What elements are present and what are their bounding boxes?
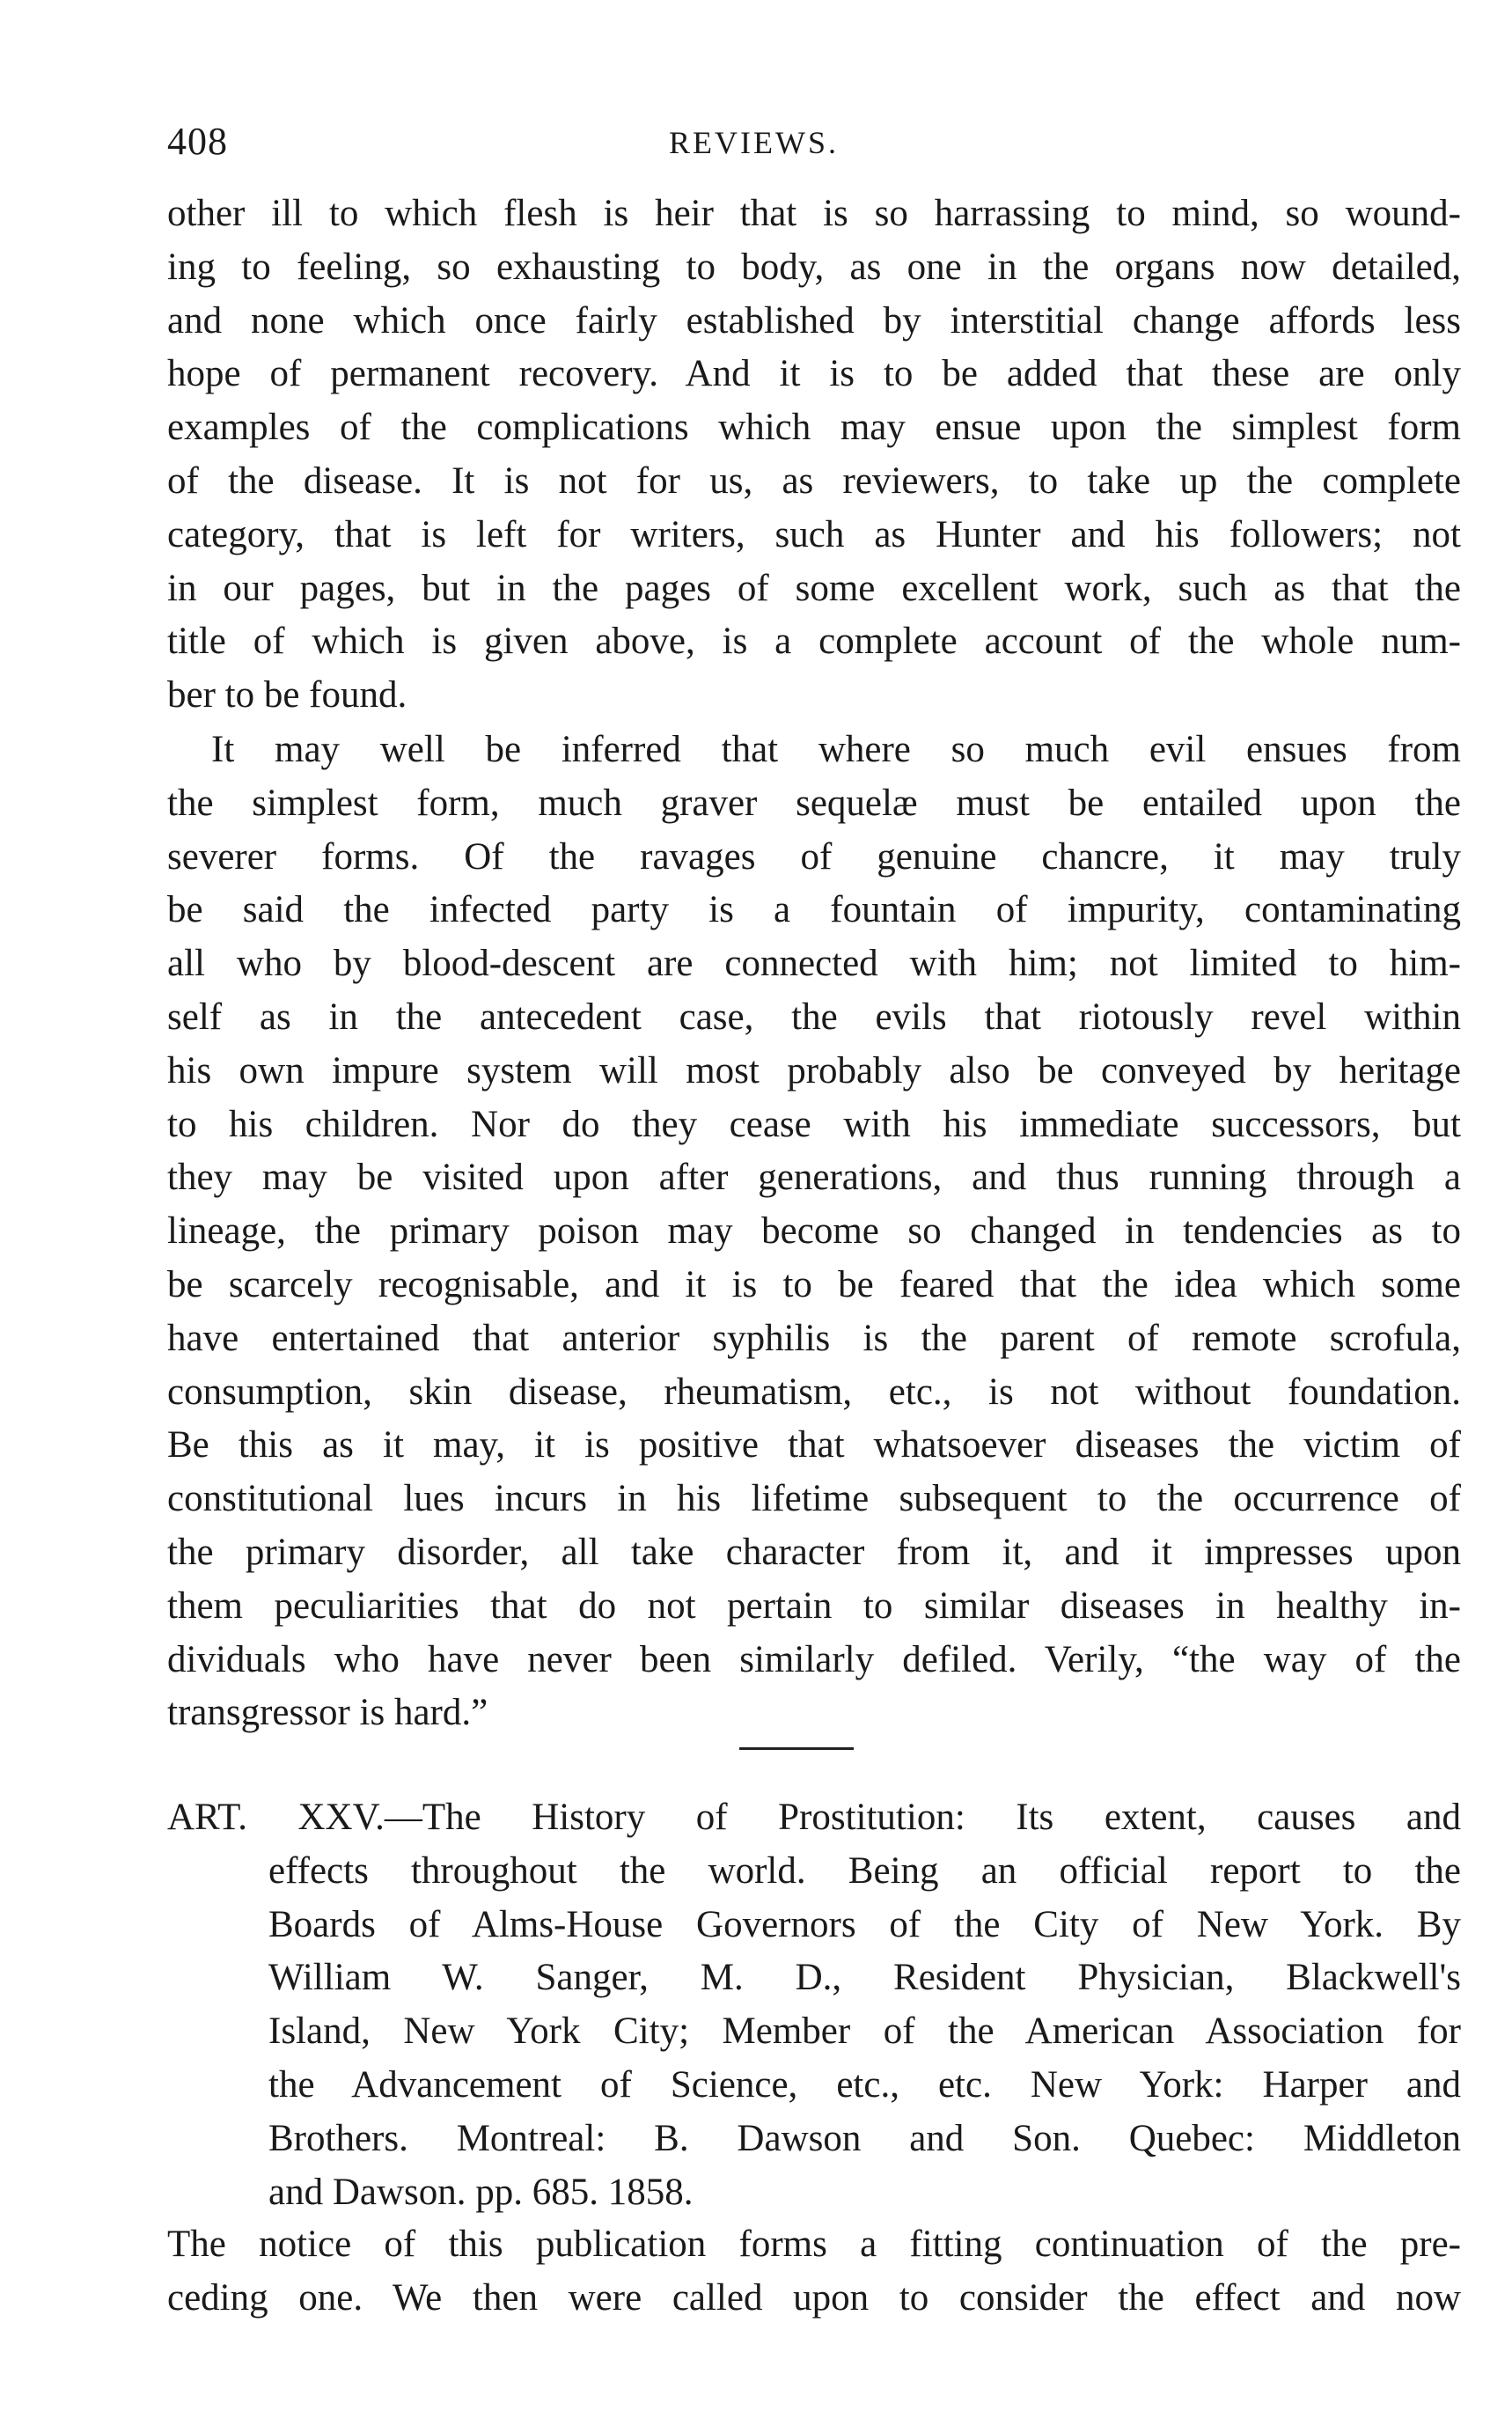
text-line: ing to feeling, so exhausting to body, as one in the organs now detailed, xyxy=(167,246,1461,288)
text-line: the primary disorder, all take character from it, and it impresses upon xyxy=(167,1531,1461,1573)
text-line: constitutional lues incurs in his lifetime subsequent to the occurrence of xyxy=(167,1478,1461,1520)
article-heading-line: Brothers. Montreal: B. Dawson and Son. Quebec: Middleton xyxy=(268,2117,1461,2159)
paragraph-sequelae xyxy=(167,724,1461,1740)
text-line: in our pages, but in the pages of some excellent work, such as that the xyxy=(167,567,1461,609)
running-title: REVIEWS. xyxy=(669,125,839,160)
text-line: them peculiarities that do not pertain to similar diseases in healthy in- xyxy=(167,1584,1461,1627)
text-line: transgressor is hard.” xyxy=(167,1692,488,1734)
text-line: self as in the antecedent case, the evils that riotously revel within xyxy=(167,996,1461,1038)
text-line: the simplest form, much graver sequelæ must be entailed upon the xyxy=(167,782,1461,824)
text-line: severer forms. Of the ravages of genuine chancre, it may truly xyxy=(167,835,1461,878)
text-line: be scarcely recognisable, and it is to be feared that the idea which some xyxy=(167,1263,1461,1305)
text-line: hope of permanent recovery. And it is to be added that these are only xyxy=(167,353,1461,395)
running-head xyxy=(167,119,1461,172)
text-line: ber to be found. xyxy=(167,674,407,717)
text-line: of the disease. It is not for us, as reviewers, to take up the complete xyxy=(167,459,1461,502)
article-heading-line: effects throughout the world. Being an official report to the xyxy=(268,1849,1461,1892)
text-line: consumption, skin disease, rheumatism, etc., is not without foundation. xyxy=(167,1371,1461,1413)
article-heading-line: William W. Sanger, M. D., Resident Physician, Blackwell's xyxy=(268,1957,1461,1999)
text-line: have entertained that anterior syphilis is the parent of remote scrofula, xyxy=(167,1317,1461,1359)
text-line: lineage, the primary poison may become so changed in tendencies as to xyxy=(167,1210,1461,1253)
section-divider xyxy=(739,1747,854,1750)
text-line: examples of the complications which may ensue upon the simplest form xyxy=(167,407,1461,449)
text-line: It may well be inferred that where so much evil ensues from xyxy=(211,729,1461,770)
text-line: to his children. Nor do they cease with his immediate successors, but xyxy=(167,1103,1461,1145)
text-line: other ill to which flesh is heir that is so harrassing to mind, so wound- xyxy=(167,193,1461,234)
paragraph-continued xyxy=(167,187,1461,723)
text-line: and none which once fairly established by interstitial change affords less xyxy=(167,299,1461,342)
article-heading-line: the Advancement of Science, etc., etc. New York: Harper and xyxy=(268,2063,1461,2106)
article-heading xyxy=(167,1791,1461,2219)
paragraph-notice xyxy=(167,2218,1461,2326)
article-heading-line: Boards of Alms-House Governors of the City of New York. By xyxy=(268,1903,1461,1945)
text-line: The notice of this publication forms a fitting continuation of the pre- xyxy=(167,2224,1461,2265)
text-line: his own impure system will most probably also be conveyed by heritage xyxy=(167,1049,1461,1092)
text-line: all who by blood-descent are connected with him; not limited to him- xyxy=(167,943,1461,985)
text-line: category, that is left for writers, such as Hunter and his followers; not xyxy=(167,513,1461,555)
text-line: title of which is given above, is a complete account of the whole num- xyxy=(167,621,1461,663)
article-heading-line: ART. XXV.—The History of Prostitution: Its extent, causes and xyxy=(167,1797,1461,1838)
text-line: dividuals who have never been similarly defiled. Verily, “the way of the xyxy=(167,1638,1461,1680)
page-number: 408 xyxy=(167,120,228,163)
text-line: they may be visited upon after generations, and thus running through a xyxy=(167,1157,1461,1199)
text-line: ceding one. We then were called upon to consider the effect and now xyxy=(167,2276,1461,2319)
text-line: Be this as it may, it is positive that whatsoever diseases the victim of xyxy=(167,1424,1461,1466)
article-heading-line: Island, New York City; Member of the American Association for xyxy=(268,2010,1461,2053)
text-line: be said the infected party is a fountain of impurity, contaminating xyxy=(167,889,1461,931)
article-heading-line: and Dawson. pp. 685. 1858. xyxy=(268,2171,694,2213)
